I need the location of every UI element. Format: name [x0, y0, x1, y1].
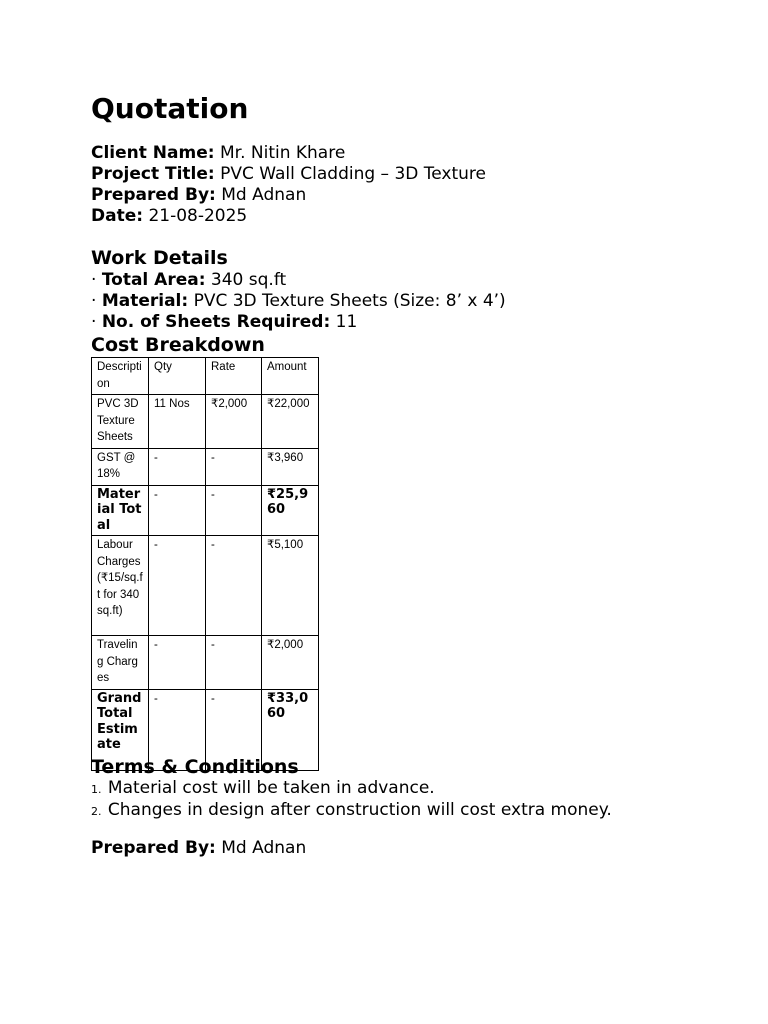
description-cell: Material Total	[92, 485, 149, 536]
description-cell: Labour Charges (₹15/sq.ft for 340 sq.ft)	[92, 536, 149, 636]
work-details-section	[91, 246, 506, 333]
cost-breakdown-heading: Cost Breakdown	[91, 334, 265, 356]
amount-cell: ₹2,000	[262, 636, 319, 690]
table-row	[92, 636, 319, 690]
terms-item	[91, 778, 612, 800]
terms-item-text: Changes in design after construction will cost extra money.	[107, 800, 612, 820]
quotation-meta	[91, 143, 486, 227]
rate-cell: ₹2,000	[206, 395, 262, 449]
qty-cell: -	[149, 448, 206, 485]
bullet: ·	[91, 270, 97, 290]
work-item-area	[91, 270, 506, 291]
header-cell: Qty	[149, 358, 206, 395]
work-details-list	[91, 270, 506, 333]
terms-item-number: 2.	[91, 805, 102, 818]
work-item-material	[91, 291, 506, 312]
project-title-value: PVC Wall Cladding – 3D Texture	[220, 164, 486, 184]
prepared-by-value: Md Adnan	[221, 185, 307, 205]
table-row	[92, 448, 319, 485]
material-value: PVC 3D Texture Sheets (Size: 8’ x 4’)	[193, 291, 506, 311]
amount-cell: ₹25,960	[262, 485, 319, 536]
material-label: Material:	[101, 291, 189, 311]
work-details-heading: Work Details	[91, 247, 228, 269]
table-row	[92, 536, 319, 636]
bullet: ·	[91, 312, 97, 332]
table-header-row	[92, 358, 319, 395]
rate-cell: -	[206, 448, 262, 485]
table-row	[92, 395, 319, 449]
date-line	[91, 206, 486, 227]
amount-cell: ₹22,000	[262, 395, 319, 449]
qty-cell: -	[149, 689, 206, 770]
terms-item-number: 1.	[91, 783, 102, 796]
qty-cell: -	[149, 636, 206, 690]
client-name-line	[91, 143, 486, 164]
cost-breakdown-table	[91, 357, 319, 771]
header-cell: Rate	[206, 358, 262, 395]
footer-prepared-by	[91, 838, 306, 859]
description-cell: Grand Total Estimate	[92, 689, 149, 770]
qty-cell: -	[149, 536, 206, 636]
qty-cell: 11 Nos	[149, 395, 206, 449]
description-cell: Traveling Charges	[92, 636, 149, 690]
amount-cell: ₹33,060	[262, 689, 319, 770]
sheets-label: No. of Sheets Required:	[101, 312, 331, 332]
header-cell: Description	[92, 358, 149, 395]
client-name-label: Client Name:	[91, 143, 215, 163]
sheets-value: 11	[335, 312, 358, 332]
project-title-label: Project Title:	[91, 164, 215, 184]
rate-cell: -	[206, 636, 262, 690]
rate-cell: -	[206, 689, 262, 770]
prepared-by-line	[91, 185, 486, 206]
qty-cell: -	[149, 485, 206, 536]
terms-list	[91, 778, 612, 822]
description-cell: GST @ 18%	[92, 448, 149, 485]
table-row-subtotal	[92, 485, 319, 536]
amount-cell: ₹5,100	[262, 536, 319, 636]
terms-heading: Terms & Conditions	[91, 756, 299, 778]
area-value: 340 sq.ft	[210, 270, 287, 290]
area-label: Total Area:	[101, 270, 206, 290]
rate-cell: -	[206, 485, 262, 536]
footer-prepared-value: Md Adnan	[221, 838, 307, 858]
date-label: Date:	[91, 206, 144, 226]
description-cell: PVC 3D Texture Sheets	[92, 395, 149, 449]
document-title: Quotation	[91, 92, 249, 125]
terms-item-text: Material cost will be taken in advance.	[107, 778, 435, 798]
client-name-value: Mr. Nitin Khare	[219, 143, 346, 163]
rate-cell: -	[206, 536, 262, 636]
project-title-line	[91, 164, 486, 185]
work-item-sheets	[91, 312, 506, 333]
bullet: ·	[91, 291, 97, 311]
date-value: 21-08-2025	[148, 206, 248, 226]
terms-item	[91, 800, 612, 822]
header-cell: Amount	[262, 358, 319, 395]
footer-prepared-label: Prepared By:	[91, 838, 216, 858]
amount-cell: ₹3,960	[262, 448, 319, 485]
prepared-by-label: Prepared By:	[91, 185, 216, 205]
